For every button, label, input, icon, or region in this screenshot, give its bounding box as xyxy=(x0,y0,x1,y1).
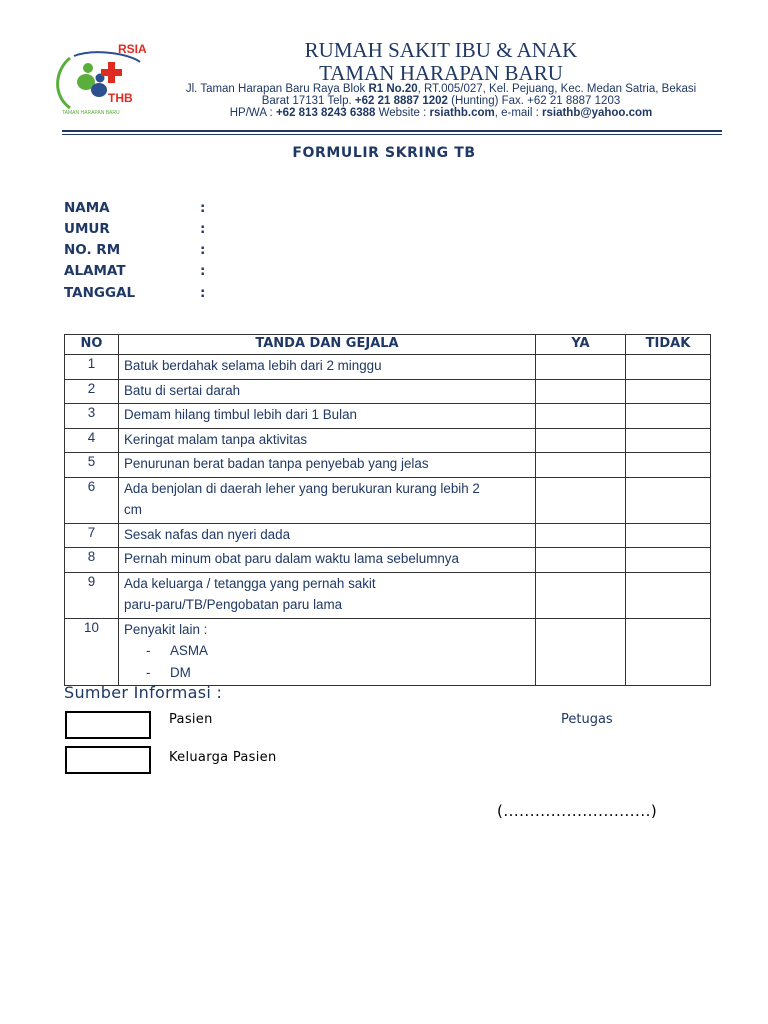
hospital-name-line1: RUMAH SAKIT IBU & ANAK xyxy=(304,38,578,62)
ya-cell[interactable] xyxy=(536,355,626,380)
tidak-cell[interactable] xyxy=(626,618,711,686)
field-umur xyxy=(64,221,264,241)
field-label: NO. RM xyxy=(64,242,121,258)
field-alamat xyxy=(64,263,264,283)
sumber-informasi-title: Sumber Informasi : xyxy=(64,683,223,702)
table-row xyxy=(65,379,711,404)
field-colon: : xyxy=(200,285,206,301)
field-colon: : xyxy=(200,242,206,258)
tidak-cell[interactable] xyxy=(626,523,711,548)
table-row xyxy=(65,428,711,453)
list-item-text: DM xyxy=(170,664,191,680)
tidak-cell[interactable] xyxy=(626,428,711,453)
tidak-cell[interactable] xyxy=(626,548,711,573)
logo-cross-icon xyxy=(101,62,122,83)
field-colon: : xyxy=(200,200,206,216)
option-pasien-label: Pasien xyxy=(169,712,213,727)
field-no-rm xyxy=(64,242,264,262)
header-divider-thick xyxy=(62,130,722,132)
logo-thb-text: THB xyxy=(108,91,133,105)
hp-number: +62 813 8243 6388 xyxy=(275,107,376,119)
address-line3 xyxy=(160,107,722,120)
logo-ring-text: TAMAN HARAPAN BARU xyxy=(62,110,120,116)
tidak-cell[interactable] xyxy=(626,453,711,478)
field-nama xyxy=(64,200,264,220)
option-keluarga-pasien-label: Keluarga Pasien xyxy=(169,750,277,765)
screening-table xyxy=(64,334,711,686)
list-item xyxy=(124,640,530,662)
contact-label: Website : xyxy=(375,107,430,119)
table-row xyxy=(65,572,711,618)
address-block: R1 No.20 xyxy=(368,83,418,95)
symptom-text: Pernah minum obat paru dalam waktu lama sebelumnya xyxy=(124,551,459,566)
signature-line[interactable]: (............................) xyxy=(497,802,658,820)
row-number: 6 xyxy=(65,477,119,523)
row-symptom xyxy=(119,355,536,380)
ya-cell[interactable] xyxy=(536,618,626,686)
row-number: 1 xyxy=(65,355,119,380)
row-symptom xyxy=(119,523,536,548)
logo-green-arc xyxy=(58,58,70,108)
fax-text: (Hunting) Fax. +62 21 8887 1203 xyxy=(447,95,621,107)
row-number: 4 xyxy=(65,428,119,453)
row-symptom xyxy=(119,404,536,429)
ya-cell[interactable] xyxy=(536,523,626,548)
row-symptom xyxy=(119,477,536,523)
field-label: TANGGAL xyxy=(64,285,136,301)
table-row xyxy=(65,355,711,380)
ya-cell[interactable] xyxy=(536,453,626,478)
symptom-text: Demam hilang timbul lebih dari 1 Bulan xyxy=(124,407,357,422)
phone-number: +62 21 8887 1202 xyxy=(354,95,448,107)
form-title: FORMULIR SKRING TB xyxy=(292,145,476,161)
contact-label: , e-mail : xyxy=(494,107,543,119)
table-row xyxy=(65,618,711,686)
tidak-cell[interactable] xyxy=(626,379,711,404)
website: rsiathb.com xyxy=(429,107,495,119)
email: rsiathb@yahoo.com xyxy=(542,107,653,119)
header-ya: YA xyxy=(536,335,626,355)
symptom-text: Batu di sertai darah xyxy=(124,382,241,398)
list-item xyxy=(124,662,530,684)
tidak-cell[interactable] xyxy=(626,355,711,380)
symptom-text: paru-paru/TB/Pengobatan paru lama xyxy=(124,597,343,612)
logo-rsia-text: RSIA xyxy=(118,42,147,56)
symptom-text: Penurunan berat badan tanpa penyebab yang jelas xyxy=(124,456,429,471)
symptom-text: Sesak nafas dan nyeri dada xyxy=(124,526,291,542)
address-text: Jl. Taman Harapan Baru Raya Blok xyxy=(185,83,369,95)
ya-cell[interactable] xyxy=(536,548,626,573)
table-header-row xyxy=(65,335,711,355)
field-colon: : xyxy=(200,263,206,279)
row-number: 5 xyxy=(65,453,119,478)
row-number: 10 xyxy=(65,618,119,686)
sub-list xyxy=(124,640,530,683)
symptom-text: cm xyxy=(124,502,142,517)
symptom-text: Ada keluarga / tetangga yang pernah sakit xyxy=(124,575,376,591)
table-row xyxy=(65,404,711,429)
symptom-text: Ada benjolan di daerah leher yang berukuran kurang lebih 2 xyxy=(124,480,480,496)
symptom-text: Batuk berdahak selama lebih dari 2 minggu xyxy=(124,358,382,373)
tidak-cell[interactable] xyxy=(626,572,711,618)
ya-cell[interactable] xyxy=(536,428,626,453)
hospital-logo xyxy=(50,40,172,120)
table-row xyxy=(65,477,711,523)
row-number: 3 xyxy=(65,404,119,429)
logo-figure-head-green xyxy=(83,63,93,73)
row-symptom xyxy=(119,453,536,478)
row-symptom xyxy=(119,618,536,686)
list-item-text: ASMA xyxy=(170,643,208,658)
table-row xyxy=(65,523,711,548)
row-symptom xyxy=(119,572,536,618)
header-divider-thin xyxy=(62,134,722,135)
tidak-cell[interactable] xyxy=(626,477,711,523)
symptom-text: Keringat malam tanpa aktivitas xyxy=(124,431,308,447)
header-tidak: TIDAK xyxy=(626,335,711,355)
petugas-label: Petugas xyxy=(561,712,613,727)
ya-cell[interactable] xyxy=(536,379,626,404)
row-symptom xyxy=(119,379,536,404)
row-symptom xyxy=(119,428,536,453)
table-row xyxy=(65,548,711,573)
logo-figure-body-blue xyxy=(91,83,107,97)
symptom-text: Penyakit lain : xyxy=(124,621,208,637)
row-number: 2 xyxy=(65,379,119,404)
contact-label: HP/WA : xyxy=(229,107,276,119)
checkbox-pasien[interactable] xyxy=(65,711,151,739)
field-tanggal xyxy=(64,285,264,305)
list-dash: - xyxy=(146,643,151,658)
address-text: Barat 17131 Telp. xyxy=(261,95,355,107)
address-text: , RT.005/027, Kel. Pejuang, Kec. Medan Satria, Bekasi xyxy=(417,83,697,95)
header-no: NO xyxy=(65,335,119,355)
table-row xyxy=(65,453,711,478)
tidak-cell[interactable] xyxy=(626,404,711,429)
row-number: 7 xyxy=(65,523,119,548)
header-tanda-gejala: TANDA DAN GEJALA xyxy=(119,335,536,355)
field-colon: : xyxy=(200,221,206,237)
row-number: 9 xyxy=(65,572,119,618)
hospital-name-line2: TAMAN HARAPAN BARU xyxy=(319,61,563,85)
checkbox-keluarga-pasien[interactable] xyxy=(65,746,151,774)
row-symptom xyxy=(119,548,536,573)
row-number: 8 xyxy=(65,548,119,573)
field-label: ALAMAT xyxy=(64,263,126,279)
ya-cell[interactable] xyxy=(536,477,626,523)
field-label: NAMA xyxy=(64,200,110,216)
ya-cell[interactable] xyxy=(536,404,626,429)
ya-cell[interactable] xyxy=(536,572,626,618)
list-dash: - xyxy=(146,664,151,680)
field-label: UMUR xyxy=(64,221,110,237)
